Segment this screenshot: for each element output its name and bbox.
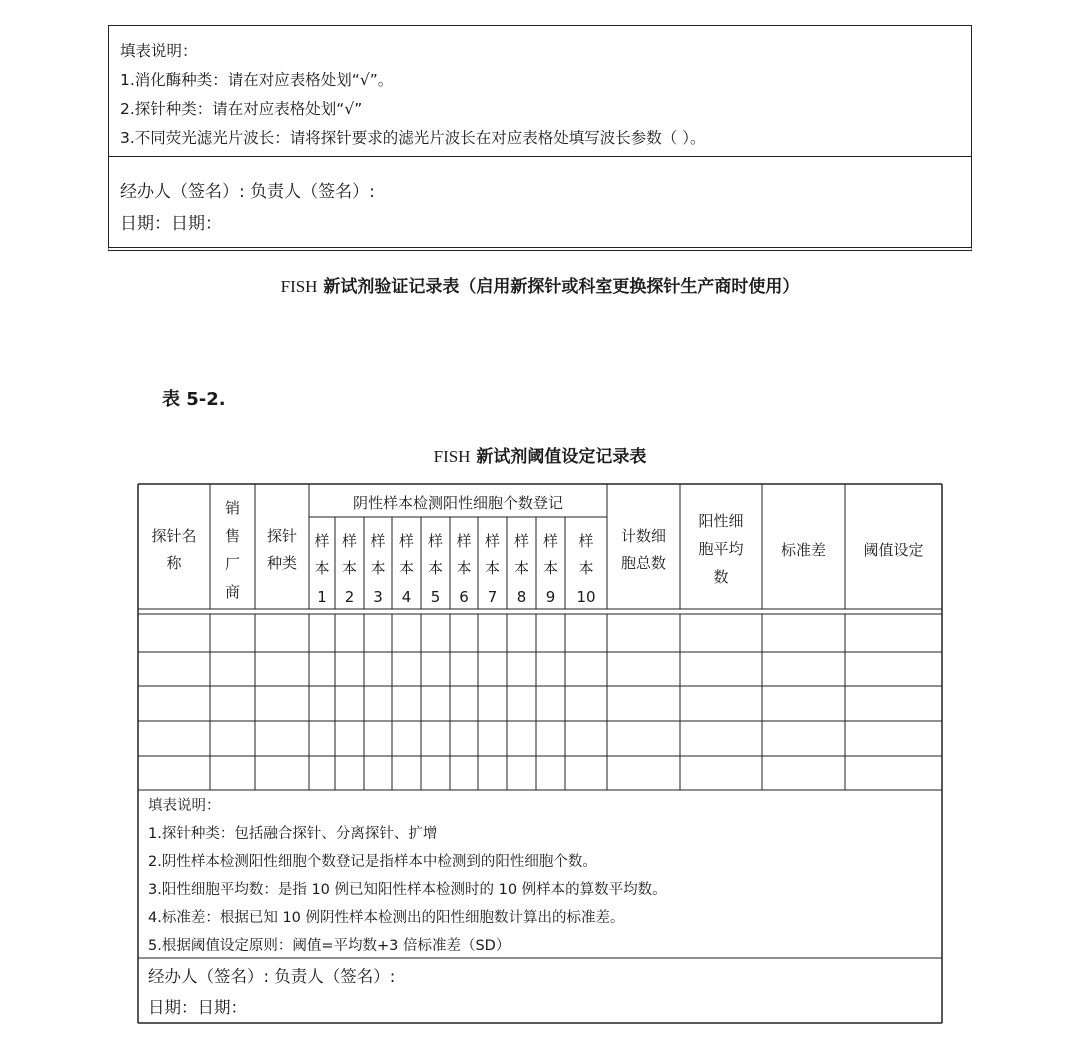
table-note-line: 1.探针种类：包括融合探针、分离探针、扩增 — [148, 826, 438, 842]
header-sample: 本 — [456, 559, 472, 577]
title-text: 新试剂阈值设定记录表 — [476, 447, 647, 467]
header-sample-number: 3 — [373, 588, 383, 606]
title-prefix: FISH — [280, 277, 318, 296]
table-note-line: 3.阳性细胞平均数：是指 10 例已知阳性样本检测时的 10 例样本的算数平均数。 — [148, 882, 667, 898]
header-sample: 样 — [370, 532, 386, 550]
table-note-line: 填表说明： — [148, 798, 221, 814]
instruction-heading: 填表说明： — [120, 42, 198, 60]
header-sample-number: 6 — [459, 588, 469, 606]
table-signature-line: 经办人（签名）: 负责人（签名）: — [148, 967, 396, 986]
header-sample: 样 — [513, 532, 530, 550]
header-sample-number: 9 — [545, 588, 556, 606]
header-sample-number: 8 — [516, 588, 527, 606]
signature-line: 经办人（签名）: 负责人（签名）: — [120, 182, 375, 202]
header-sample: 本 — [578, 559, 594, 577]
date-line: 日期：日期： — [120, 214, 222, 234]
header-probe-type: 探针 — [266, 527, 298, 545]
header-sample: 样 — [427, 532, 444, 550]
header-sample-number: 7 — [487, 588, 498, 606]
header-sample: 样 — [578, 532, 594, 550]
header-vendor: 商 — [224, 583, 241, 601]
header-mean-positive: 胞平均 — [698, 540, 744, 558]
header-threshold: 阈值设定 — [863, 541, 924, 559]
header-sample: 样 — [398, 532, 415, 550]
header-sample: 本 — [484, 559, 501, 577]
instruction-line: 2.探针种类：请在对应表格处划“√” — [120, 100, 363, 118]
header-sample-number: 2 — [344, 588, 355, 606]
table-note-line: 5.根据阈值设定原则：阈值=平均数+3 倍标准差（SD） — [148, 938, 511, 954]
header-sample-number: 1 — [317, 588, 327, 606]
header-sample-number: 5 — [430, 588, 441, 606]
table-note-line: 4.标准差：根据已知 10 例阴性样本检测出的阳性细胞数计算出的标准差。 — [148, 910, 625, 926]
header-probe-name: 探针名 — [151, 527, 197, 545]
table-date-line: 日期：日期： — [148, 998, 247, 1017]
header-sample: 样 — [314, 532, 330, 550]
table-note-line: 2.阴性样本检测阳性细胞个数登记是指样本中检测到的阳性细胞个数。 — [148, 854, 597, 870]
header-sample: 样 — [456, 532, 472, 550]
header-sample-number: 10 — [576, 588, 596, 606]
table-number-label: 表 5-2. — [162, 389, 226, 410]
header-sample: 样 — [484, 532, 501, 550]
header-probe-type: 种类 — [266, 554, 298, 572]
header-sample-number: 4 — [401, 588, 412, 606]
header-mean-positive: 数 — [713, 568, 729, 586]
header-probe-name: 称 — [166, 554, 182, 572]
header-sample: 本 — [427, 559, 444, 577]
title-text: 新试剂验证记录表（启用新探针或科室更换探针生产商时使用） — [323, 277, 800, 297]
header-sample: 样 — [341, 532, 358, 550]
header-total-cells: 计数细 — [620, 527, 667, 545]
header-total-cells: 胞总数 — [620, 554, 667, 572]
header-vendor: 销 — [224, 499, 241, 517]
header-sample: 本 — [542, 559, 559, 577]
header-sample: 本 — [314, 559, 330, 577]
header-sample: 样 — [542, 532, 559, 550]
header-sample: 本 — [341, 559, 358, 577]
header-mean-positive: 阳性细 — [698, 512, 744, 530]
instruction-line: 1.消化酶种类：请在对应表格处划“√”。 — [120, 71, 394, 89]
header-vendor: 售 — [224, 527, 241, 545]
header-group-title: 阴性样本检测阳性细胞个数登记 — [352, 494, 564, 512]
header-std-dev: 标准差 — [780, 541, 827, 559]
header-sample: 本 — [398, 559, 415, 577]
header-sample: 本 — [513, 559, 530, 577]
header-sample: 本 — [370, 559, 386, 577]
instruction-line: 3.不同荧光滤光片波长：请将探针要求的滤光片波长在对应表格处填写波长参数（ ）。 — [120, 129, 706, 147]
header-vendor: 厂 — [224, 555, 241, 573]
title-prefix: FISH — [433, 447, 471, 466]
